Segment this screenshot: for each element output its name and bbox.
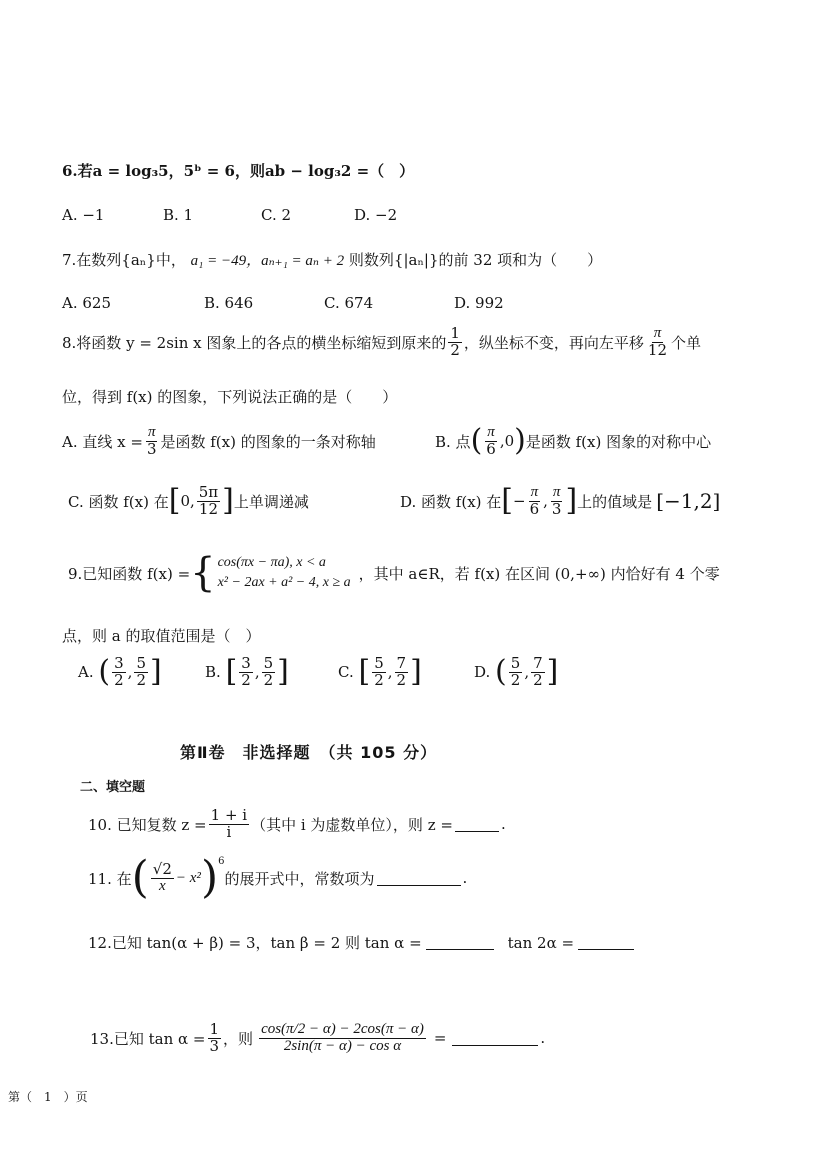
q8-option-b: B. 点 ( $\frac{\pi}{6}$ ,0 ) 是函数 f(x) 图象的对称中心: [435, 423, 712, 459]
answer-blank[interactable]: [426, 935, 494, 950]
q6-option-a: A. −1: [62, 206, 105, 224]
q9-option-a: A. ( $\frac{3}{2}$ , $\frac{5}{2}$ ]: [78, 654, 162, 690]
answer-blank[interactable]: [452, 1031, 538, 1046]
question-11: 11. 在 ( $\frac{√2}{x}$ − x² ) 6 的展开式中，常数项为 .: [88, 852, 468, 903]
q7-option-b: B. 646: [204, 294, 254, 312]
q7-option-d: D. 992: [454, 294, 504, 312]
question-7-stem: 7.在数列{aₙ}中， a₁ = −49，aₙ₊₁ = aₙ + 2 则数列{|aₙ|}的前 32 项和为（ ）: [62, 251, 603, 269]
q9-option-b: B. [ $\frac{3}{2}$ , $\frac{5}{2}$ ]: [205, 654, 289, 690]
page-footer: 第（ 1 ）页: [8, 1090, 88, 1104]
question-13: 13.已知 tan α = $\frac{1}{3}$ ，则 $\frac{\cos(\pi/2 - \alpha) - 2\cos(\pi - \alpha)}{\text{2sin(π − α) − cos α}}$ = .: [90, 1020, 546, 1055]
q9-option-d: D. ( $\frac{5}{2}$ , $\frac{7}{2}$ ]: [474, 654, 559, 690]
q6-option-c: C. 2: [261, 206, 292, 224]
q6-option-d: D. −2: [354, 206, 398, 224]
q7-option-a: A. 625: [62, 294, 111, 312]
fraction-one-half: $\frac{1}{2}$: [450, 324, 460, 359]
question-8-line1: 8.将函数 y = 2sin x 图象上的各点的横坐标缩短到原来的 $\frac{1}{2}$ ，纵坐标不变，再向左平移 $\frac{\pi}{12}$ 个单: [62, 324, 702, 359]
answer-blank[interactable]: [377, 871, 461, 886]
question-6-stem: 6.若a = log₃5，5ᵇ = 6，则ab − log₃2 =（ ）: [62, 162, 415, 180]
fraction-pi-over-12: $\frac{\pi}{12}$: [647, 325, 668, 359]
section-fill-in-heading: 二、填空题: [80, 780, 146, 795]
answer-blank[interactable]: [578, 935, 634, 950]
question-8-line2: 位，得到 f(x) 的图象，下列说法正确的是（ ）: [62, 388, 398, 406]
question-9-line2: 点，则 a 的取值范围是（ ）: [62, 627, 261, 645]
question-9-line1: 9.已知函数 f(x) = { cos(πx − πa), x < a x² − 2ax + a² − 4, x ≥ a ，其中 a∈R，若 f(x) 在区间 (0,+∞) 内恰好有 4 个零: [68, 550, 720, 597]
q8-option-a: A. 直线 x = $\frac{\pi}{3}$ 是函数 f(x) 的图象的一条对称轴: [62, 424, 376, 458]
q9-option-c: C. [ $\frac{5}{2}$ , $\frac{7}{2}$ ]: [338, 654, 422, 690]
part-2-title: 第Ⅱ卷 非选择题 （共 105 分）: [180, 743, 438, 762]
question-10: 10. 已知复数 z = $\frac{1 + i}{i}$ （其中 i 为虚数单位），则 z = .: [88, 806, 506, 841]
q6-option-b: B. 1: [163, 206, 194, 224]
question-12: 12.已知 tan(α + β) = 3，tan β = 2 则 tan α = tan 2α =: [88, 932, 634, 953]
answer-blank[interactable]: [455, 817, 499, 832]
q8-option-c: C. 函数 f(x) 在 [ 0, $\frac{5\pi}{12}$ ] 上单调递减: [68, 483, 309, 519]
q8-option-d: D. 函数 f(x) 在 [ − $\frac{\pi}{6}$ , $\frac{\pi}{3}$ ] 上的值域是 [−1,2]: [400, 483, 721, 519]
q7-option-c: C. 674: [324, 294, 374, 312]
